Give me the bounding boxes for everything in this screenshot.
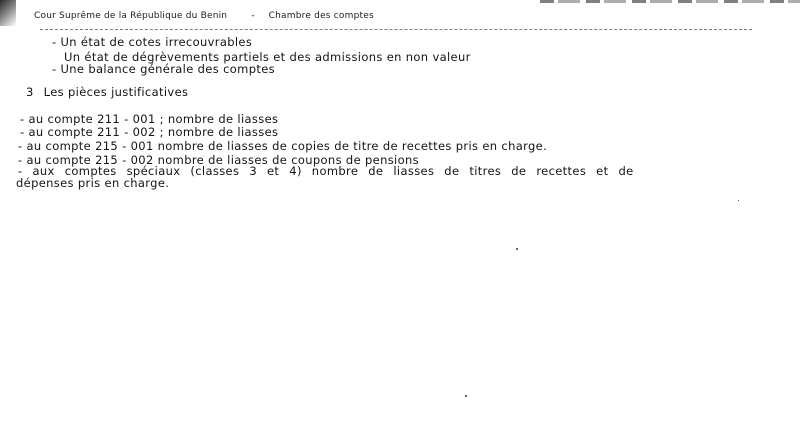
scan-speck xyxy=(465,395,467,397)
list-item-irrecoverable: - Un état de cotes irrecouvrables xyxy=(52,35,253,49)
scan-corner-shadow xyxy=(0,0,16,26)
section-heading xyxy=(26,85,188,99)
scan-speck xyxy=(738,200,739,201)
list-item-relief: Un état de dégrèvements partiels et des admissions en non valeur xyxy=(64,50,471,64)
bullet-211-002: - au compte 211 - 002 ; nombre de liasses xyxy=(20,125,279,139)
header-rule xyxy=(40,29,752,31)
bullet-215-002: - au compte 215 - 002 nombre de liasses de coupons de pensions xyxy=(18,153,419,167)
header-institution: Cour Suprême de la République du Benin xyxy=(34,11,228,21)
section-number: 3 xyxy=(26,85,34,99)
scan-speck xyxy=(516,248,518,250)
bullet-215-001: - au compte 215 - 001 nombre de liasses de copies de titre de recettes pris en charge. xyxy=(18,139,548,153)
page-header xyxy=(34,11,374,21)
header-chamber: Chambre des comptes xyxy=(268,11,374,21)
list-item-balance: - Une balance générale des comptes xyxy=(52,62,275,76)
bullet-211-001: - au compte 211 - 001 ; nombre de liasses xyxy=(20,112,279,126)
scan-edge-artifact xyxy=(540,0,800,3)
bullet-special-accounts-continued: dépenses pris en charge. xyxy=(16,176,170,190)
bullet-special-accounts: - aux comptes spéciaux (classes 3 et 4) nombre de liasses de titres de recettes et de xyxy=(18,164,634,178)
section-title: Les pièces justificatives xyxy=(43,85,189,99)
header-separator: - xyxy=(251,11,255,21)
